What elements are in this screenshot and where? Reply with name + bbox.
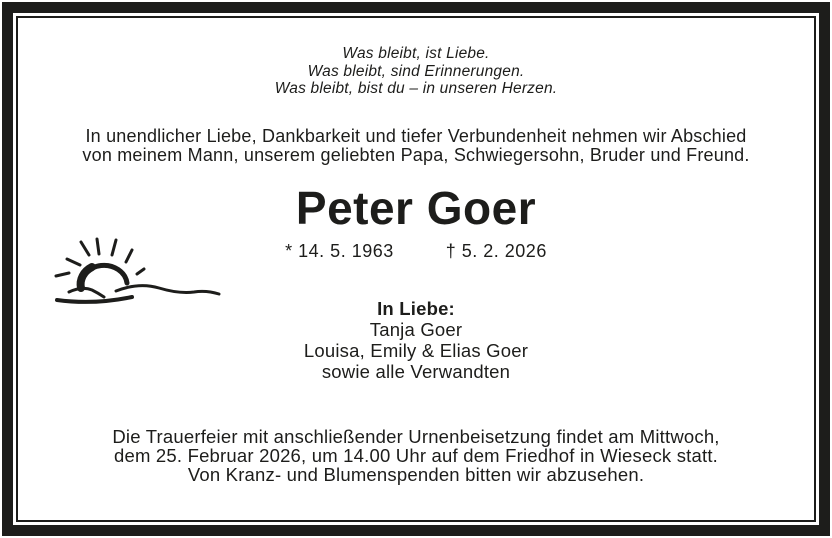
intro-paragraph bbox=[18, 127, 814, 164]
intro-line: von meinem Mann, unserem geliebten Papa, Schwiegersohn, Bruder und Freund. bbox=[82, 144, 750, 165]
funeral-line: Die Trauerfeier mit anschließender Urnenbeisetzung findet am Mittwoch, bbox=[112, 426, 720, 447]
mourner-line: Tanja Goer bbox=[369, 319, 463, 340]
epigraph bbox=[18, 45, 814, 98]
epigraph-line: Was bleibt, bist du – in unseren Herzen. bbox=[274, 80, 558, 97]
mourners-heading: In Liebe: bbox=[377, 298, 455, 319]
mourners-block bbox=[18, 298, 814, 382]
birth-date: * 14. 5. 1963 bbox=[285, 241, 394, 261]
mourner-line: Louisa, Emily & Elias Goer bbox=[303, 340, 529, 361]
death-date: † 5. 2. 2026 bbox=[445, 241, 547, 261]
funeral-line: dem 25. Februar 2026, um 14.00 Uhr auf dem Friedhof in Wieseck statt. bbox=[113, 445, 719, 466]
epigraph-line: Was bleibt, ist Liebe. bbox=[342, 45, 490, 62]
funeral-info bbox=[18, 427, 814, 484]
deceased-name: Peter Goer bbox=[295, 182, 537, 234]
mourner-line: sowie alle Verwandten bbox=[321, 361, 511, 382]
epigraph-line: Was bleibt, sind Erinnerungen. bbox=[307, 62, 525, 80]
intro-line: In unendlicher Liebe, Dankbarkeit und tiefer Verbundenheit nehmen wir Abschied bbox=[85, 126, 747, 146]
funeral-line: Von Kranz- und Blumenspenden bitten wir abzusehen. bbox=[187, 464, 645, 485]
obituary-content bbox=[18, 18, 814, 520]
